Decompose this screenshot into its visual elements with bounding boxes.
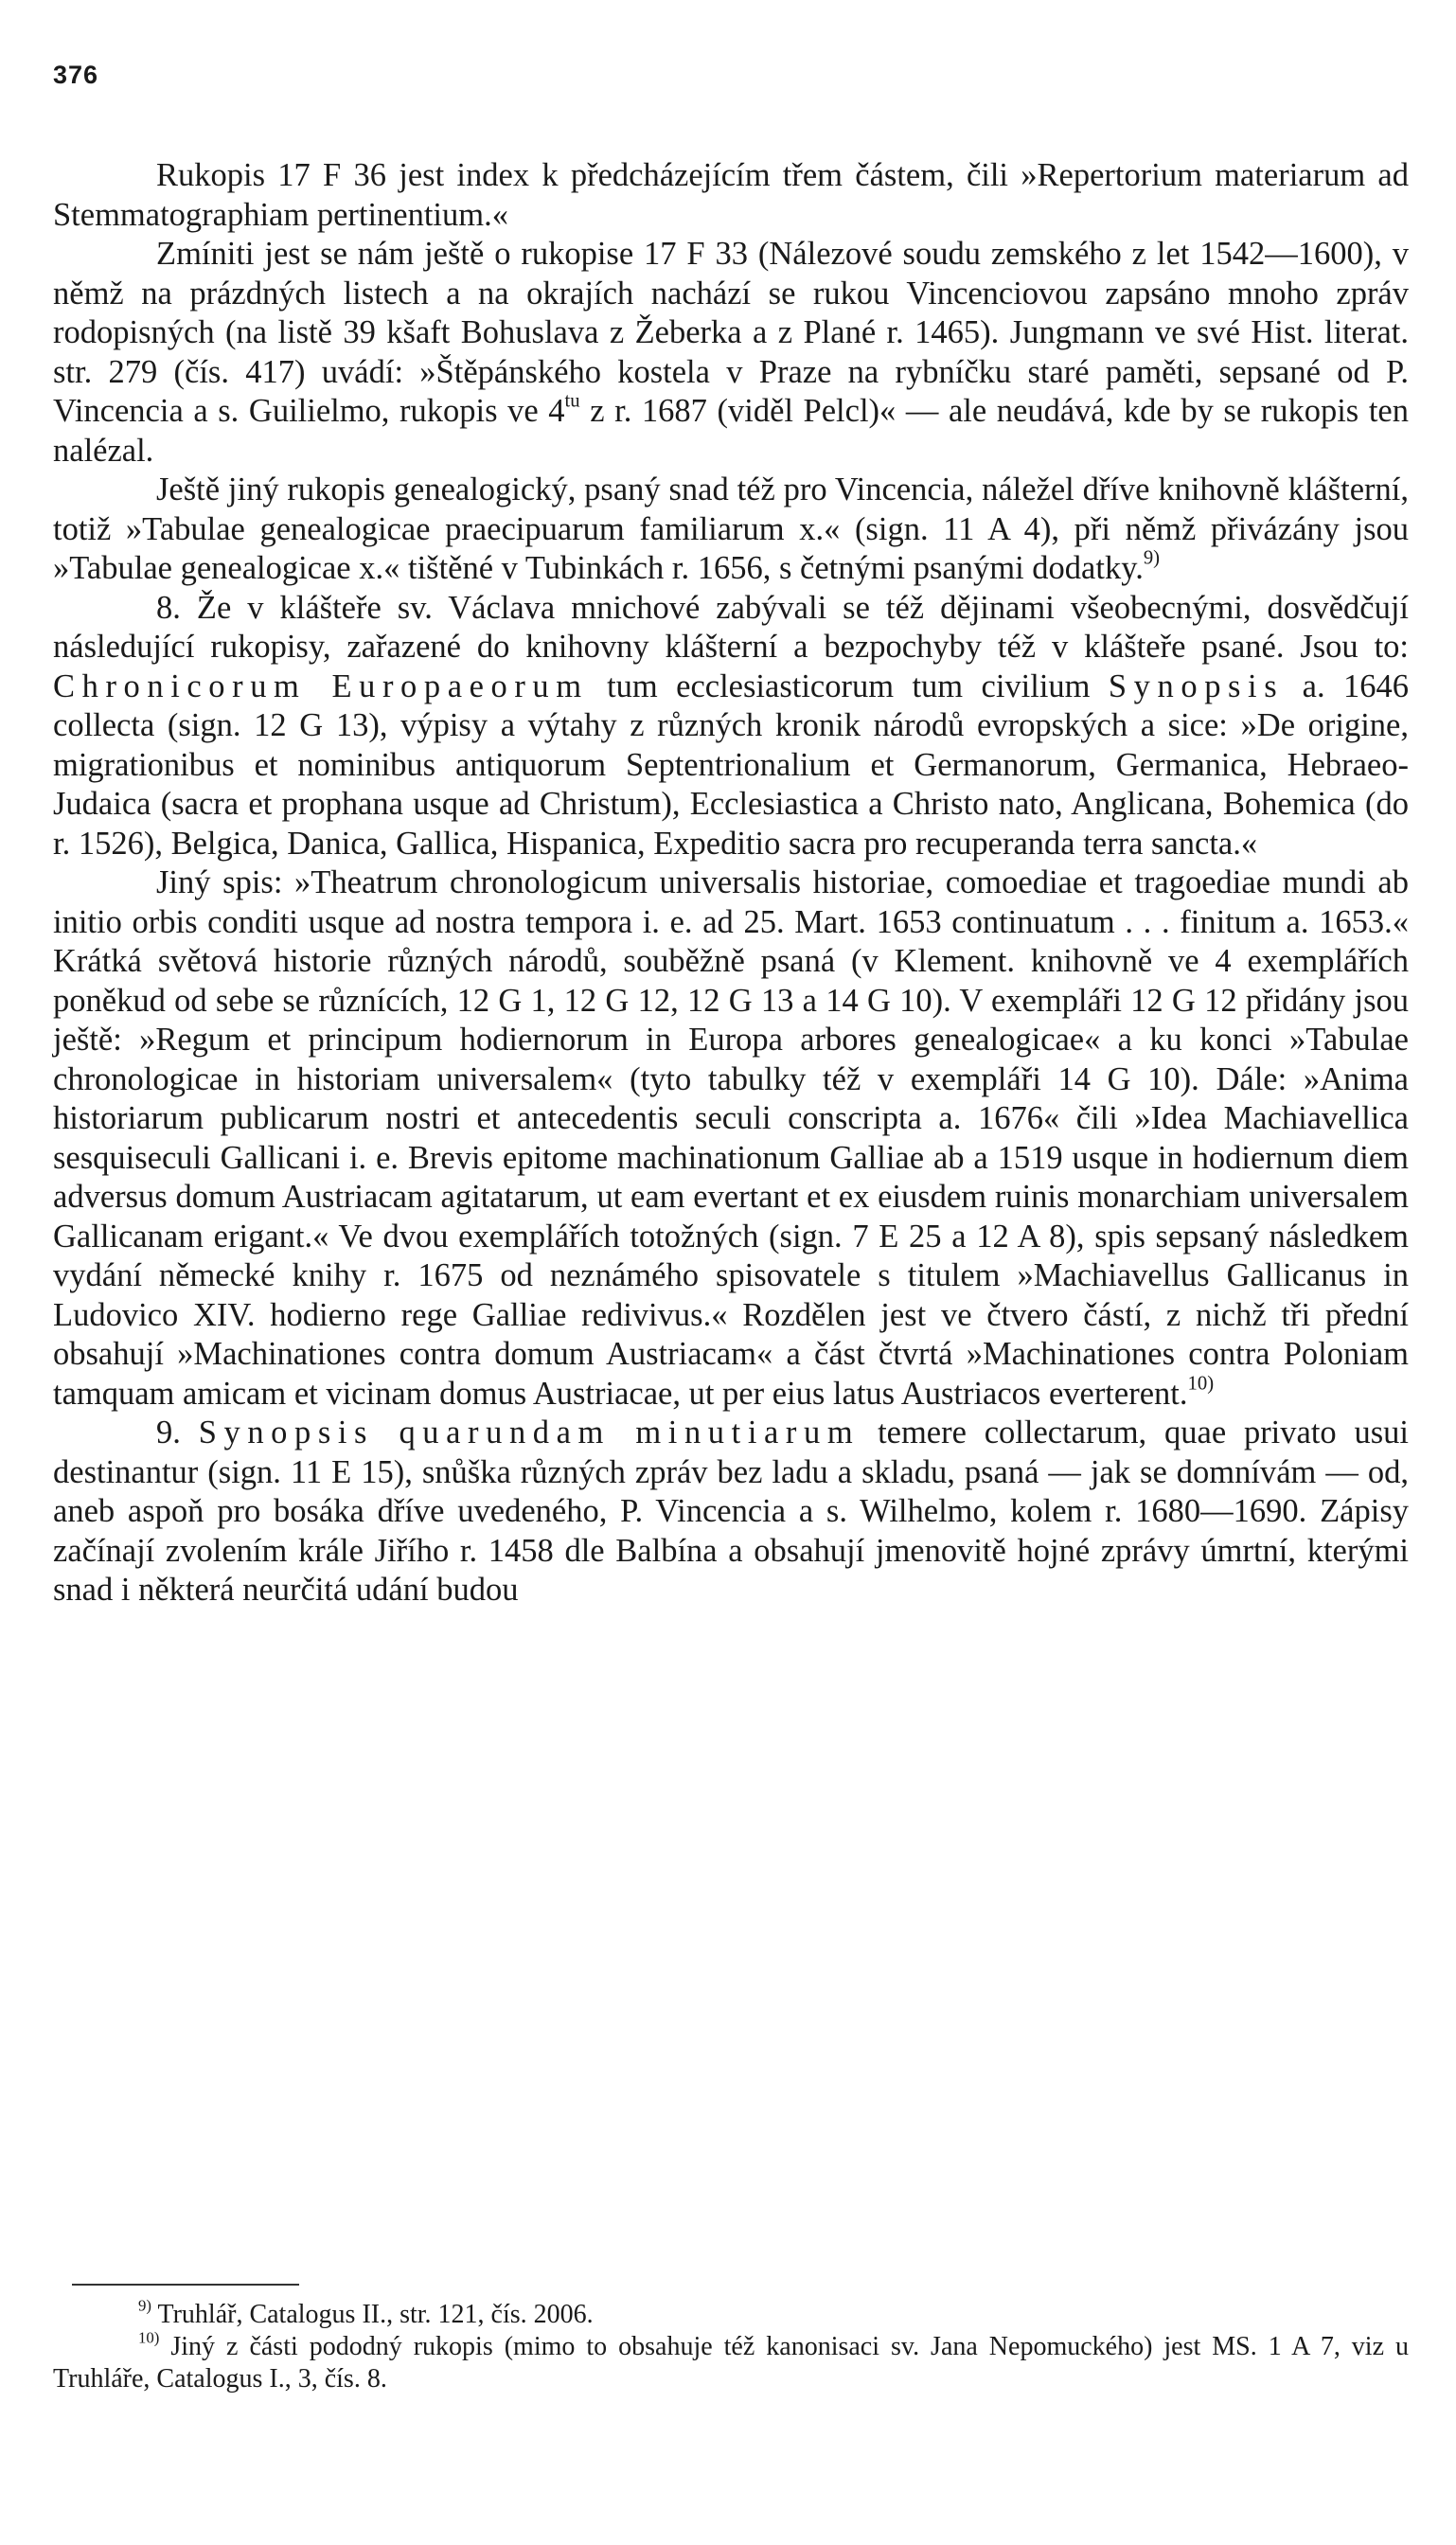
footnote-ref-10 [1188,1373,1215,1394]
footnotes [53,2296,1409,2395]
footnote-10 [53,2328,1409,2395]
paragraph-genealogicky-rukopis [53,471,1409,589]
paragraph-section-8 [53,589,1409,864]
footnote-ref-9-number: 9 [1143,547,1154,569]
paragraph-section-8-text-a: 8. Že v klášteře sv. Václava mnichové zabývali se též dějinami všeobecnými, dosvědčují následující rukopisy, zařazené do knihovny klášterní a bezpochyby též v klášteře psané. Jsou to: [53,589,1409,665]
footnote-9-mark [138,2296,151,2314]
footnote-9-text: Truhlář, Catalogus II., str. 121, čís. 2006. [151,2300,594,2329]
footnote-9 [53,2296,1409,2331]
footnote-ref-10-number: 10 [1187,1372,1208,1394]
paragraph-rukopis-17f33-text: Zmíniti jest se nám ještě o rukopise 17 F 33 (Nálezové soudu zemského z let 1542—1600), v němž na prázdných listech a na okrajích nachází se rukou Vincenciovou zapsáno mnoho zpráv rodopisných (na listě 39 kšaft Bohuslava z Žeberka a z Plané r. 1465). Jungmann ve své Hist. literat. str. 279 (čís. 417) uvádí: »Štěpánského kostela v Praze na rybníčku staré paměti, sepsané od P. Vincencia a s. Guilielmo, rukopis ve 4 [53,236,1409,429]
footnote-9-paren: ) [146,2296,151,2315]
paragraph-rukopis-17f33 [53,235,1409,471]
paragraph-theatrum-chronologicum [53,863,1409,1414]
paragraph-section-9-text-a: 9. [156,1415,199,1450]
page-number: 376 [53,61,99,89]
body-text [53,156,1409,1611]
spaced-title-chronicorum: Chronicorum Europaeorum [53,667,589,704]
quarto-superscript: tu [564,390,580,412]
spaced-title-synopsis-minutiarum: Synopsis quarundam minutiarum [198,1415,861,1450]
paragraph-section-9 [53,1414,1409,1611]
footnote-divider [72,2284,299,2286]
footnote-10-mark [138,2328,159,2346]
paragraph-theatrum-chronologicum-text: Jiný spis: »Theatrum chronologicum universalis historiae, comoediae et tragoediae mundi ab initio orbis conditi usque ad nostra tempora i. e. ad 25. Mart. 1653 continuatum . . . finitum a. 1653.« Krátká světová historie různých národů, souběžně psaná (v Klement. knihovně ve 4 exemplářích poněkud od sebe se různících, 12 G 1, 12 G 12, 12 G 13 a 14 G 10). V exempláři 12 G 12 přidány jsou ještě: »Regum et principum hodiernorum in Europa arbores genealogicae« a ku konci »Tabulae chronologicae in historiam universalem« (tyto tabulky též v exempláři 14 G 10). Dále: »Anima historiarum publicarum nostri et antecedentis seculi conscripta a. 1676« čili »Idea Machiavellica sesquiseculi Gallicani i. e. Brevis epitome machinationum Galliae ab a 1519 usque in hodiernum diem adversus domum Austriacam agitatarum, ut eam evertant et ex eiusdem ruinis monarchiam universalem Gallicanam erigant.« Ve dvou exemplářích totožných (sign. 7 E 25 a 12 A 8), spis sepsaný následkem vydání německé knihy r. 1675 od neznámého spisovatele s titulem »Machiavellus Gallicanus in Ludovico XIV. hodierno rege Galliae redivivus.« Rozdělen jest ve čtvero částí, z nichž tři přední obsahují »Machinationes contra domum Austriacam« a část čtvrtá »Machinationes contra Poloniam tamquam amicam et vicinam domus Austriacae, ut per eius latus Austriacos everterent. [53,864,1409,1412]
footnote-ref-10-paren: ) [1207,1372,1215,1394]
paragraph-repertorium-text: Rukopis 17 F 36 jest index k předcházejícím třem částem, čili »Repertorium materiarum ad Stemmatographiam pertinentium.« [53,157,1409,233]
paragraph-rukopis-17f33-end: z r. 1687 (viděl Pelcl)« — ale neudává, kde by se rukopis ten nalézal. [53,393,1409,469]
footnote-9-number: 9 [138,2296,147,2315]
paragraph-section-9-text-b: temere collectarum, quae privato usui destinantur (sign. 11 E 15), snůška různých zpráv bez ladu a skladu, psaná — jak se domnívám — od, aneb aspoň pro bosáka dříve uvedeného, P. Vincencia a s. Wilhelmo, kolem r. 1680—1690. Zápisy začínají zvolením krále Jiřího r. 1458 dle Balbína a obsahují jmenovitě hojné zprávy úmrtní, kterými snad i některá neurčitá udání budou [53,1415,1409,1608]
paragraph-section-8-text-c: a. 1646 collecta (sign. 12 G 13), výpisy a výtahy z různých kronik národů evropských a sice: »De origine, migrationibus et nominibus antiquorum Septentrionalium et Germanorum, Germanica, Hebraeo-Judaica (sacra et prophana usque ad Christum), Ecclesiastica a Christo nato, Anglicana, Bohemica (do r. 1526), Belgica, Danica, Gallica, Hispanica, Expeditio sacra pro recuperanda terra sancta.« [53,667,1409,862]
paragraph-repertorium [53,156,1409,235]
footnote-10-number: 10 [138,2328,154,2347]
footnote-ref-9-paren: ) [1153,547,1161,569]
paragraph-genealogicky-rukopis-text: Ještě jiný rukopis genealogický, psaný snad též pro Vincencia, náležel dříve knihovně klášterní, totiž »Tabulae genealogicae praecipuarum familiarum x.« (sign. 11 A 4), při němž přivázány jsou »Tabulae genealogicae x.« tištěné v Tubinkách r. 1656, s četnými psanými dodatky. [53,472,1409,586]
footnote-10-paren: ) [153,2328,160,2347]
footnote-10-text: Jiný z části pododný rukopis (mimo to obsahuje též kanonisaci sv. Jana Nepomuckého) jest MS. 1 A 7, viz u Truhláře, Catalogus I., 3, čís. 8. [53,2332,1409,2394]
paragraph-section-8-text-b: tum ecclesiasticorum tum civilium [588,667,1109,704]
spaced-title-synopsis: Synopsis [1108,667,1285,704]
footnote-ref-9 [1144,547,1160,568]
